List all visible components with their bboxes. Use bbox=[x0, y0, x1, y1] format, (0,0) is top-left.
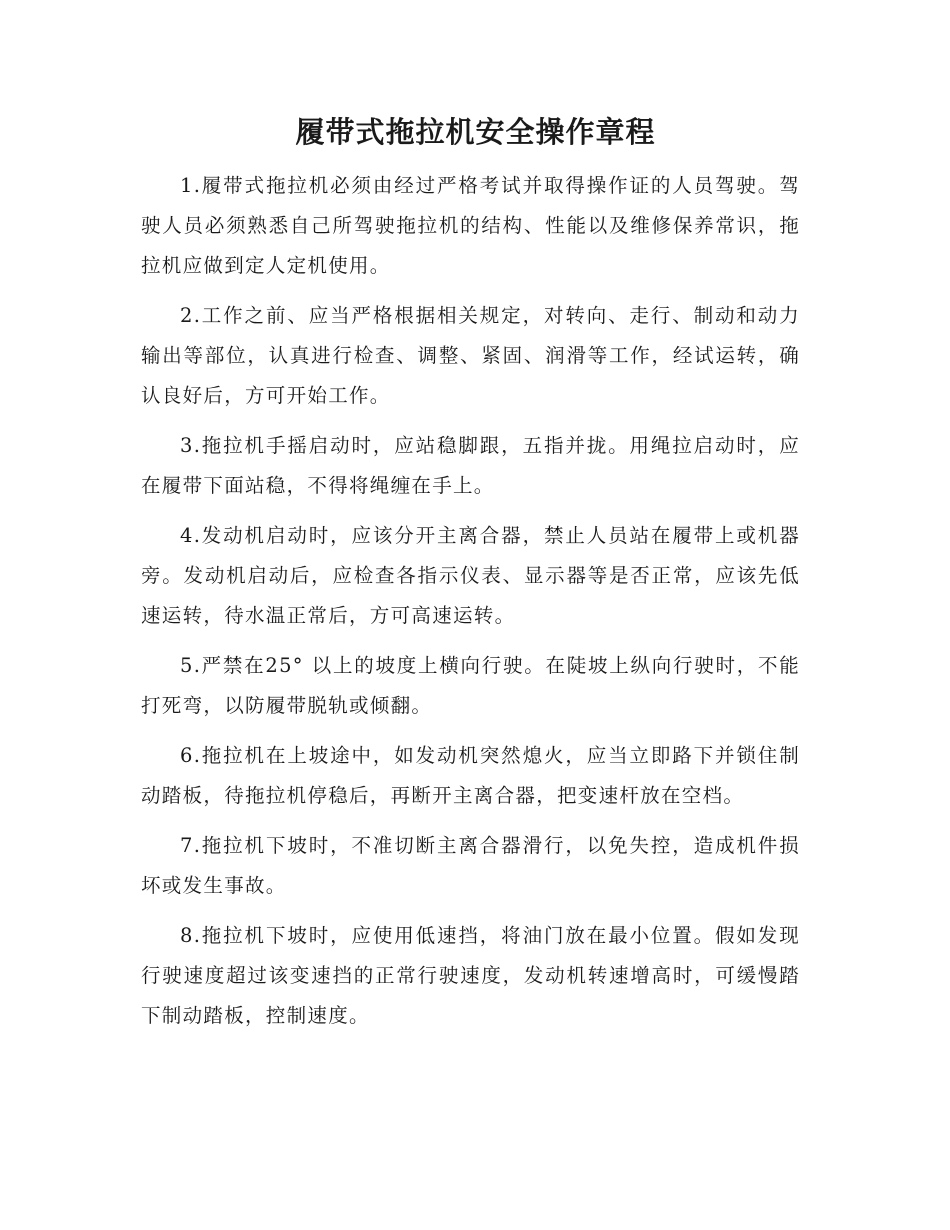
paragraph-5: 5.严禁在25° 以上的坡度上横向行驶。在陡坡上纵向行驶时，不能打死弯，以防履带脱轨或倾翻。 bbox=[141, 654, 800, 717]
paragraph-2: 2.工作之前、应当严格根据相关规定，对转向、走行、制动和动力输出等部位，认真进行检查、调整、紧固、润滑等工作，经试运转，确认良好后，方可开始工作。 bbox=[141, 304, 800, 407]
paragraph-8: 8.拖拉机下坡时，应使用低速挡，将油门放在最小位置。假如发现行驶速度超过该变速挡的正常行驶速度，发动机转速增高时，可缓慢踏下制动踏板，控制速度。 bbox=[141, 924, 800, 1027]
document-title: 履带式拖拉机安全操作章程 bbox=[295, 115, 656, 149]
paragraph-7: 7.拖拉机下坡时，不准切断主离合器滑行，以免失控，造成机件损坏或发生事故。 bbox=[141, 834, 800, 897]
paragraph-1: 1.履带式拖拉机必须由经过严格考试并取得操作证的人员驾驶。驾驶人员必须熟悉自己所驾驶拖拉机的结构、性能以及维修保养常识，拖拉机应做到定人定机使用。 bbox=[141, 174, 800, 277]
paragraph-3: 3.拖拉机手摇启动时，应站稳脚跟，五指并拢。用绳拉启动时，应在履带下面站稳，不得将绳缠在手上。 bbox=[141, 434, 800, 497]
paragraph-4: 4.发动机启动时，应该分开主离合器，禁止人员站在履带上或机器旁。发动机启动后，应检查各指示仪表、显示器等是否正常，应该先低速运转，待水温正常后，方可高速运转。 bbox=[141, 524, 800, 627]
paragraph-6: 6.拖拉机在上坡途中，如发动机突然熄火，应当立即路下并锁住制动踏板，待拖拉机停稳后，再断开主离合器，把变速杆放在空档。 bbox=[141, 744, 800, 807]
